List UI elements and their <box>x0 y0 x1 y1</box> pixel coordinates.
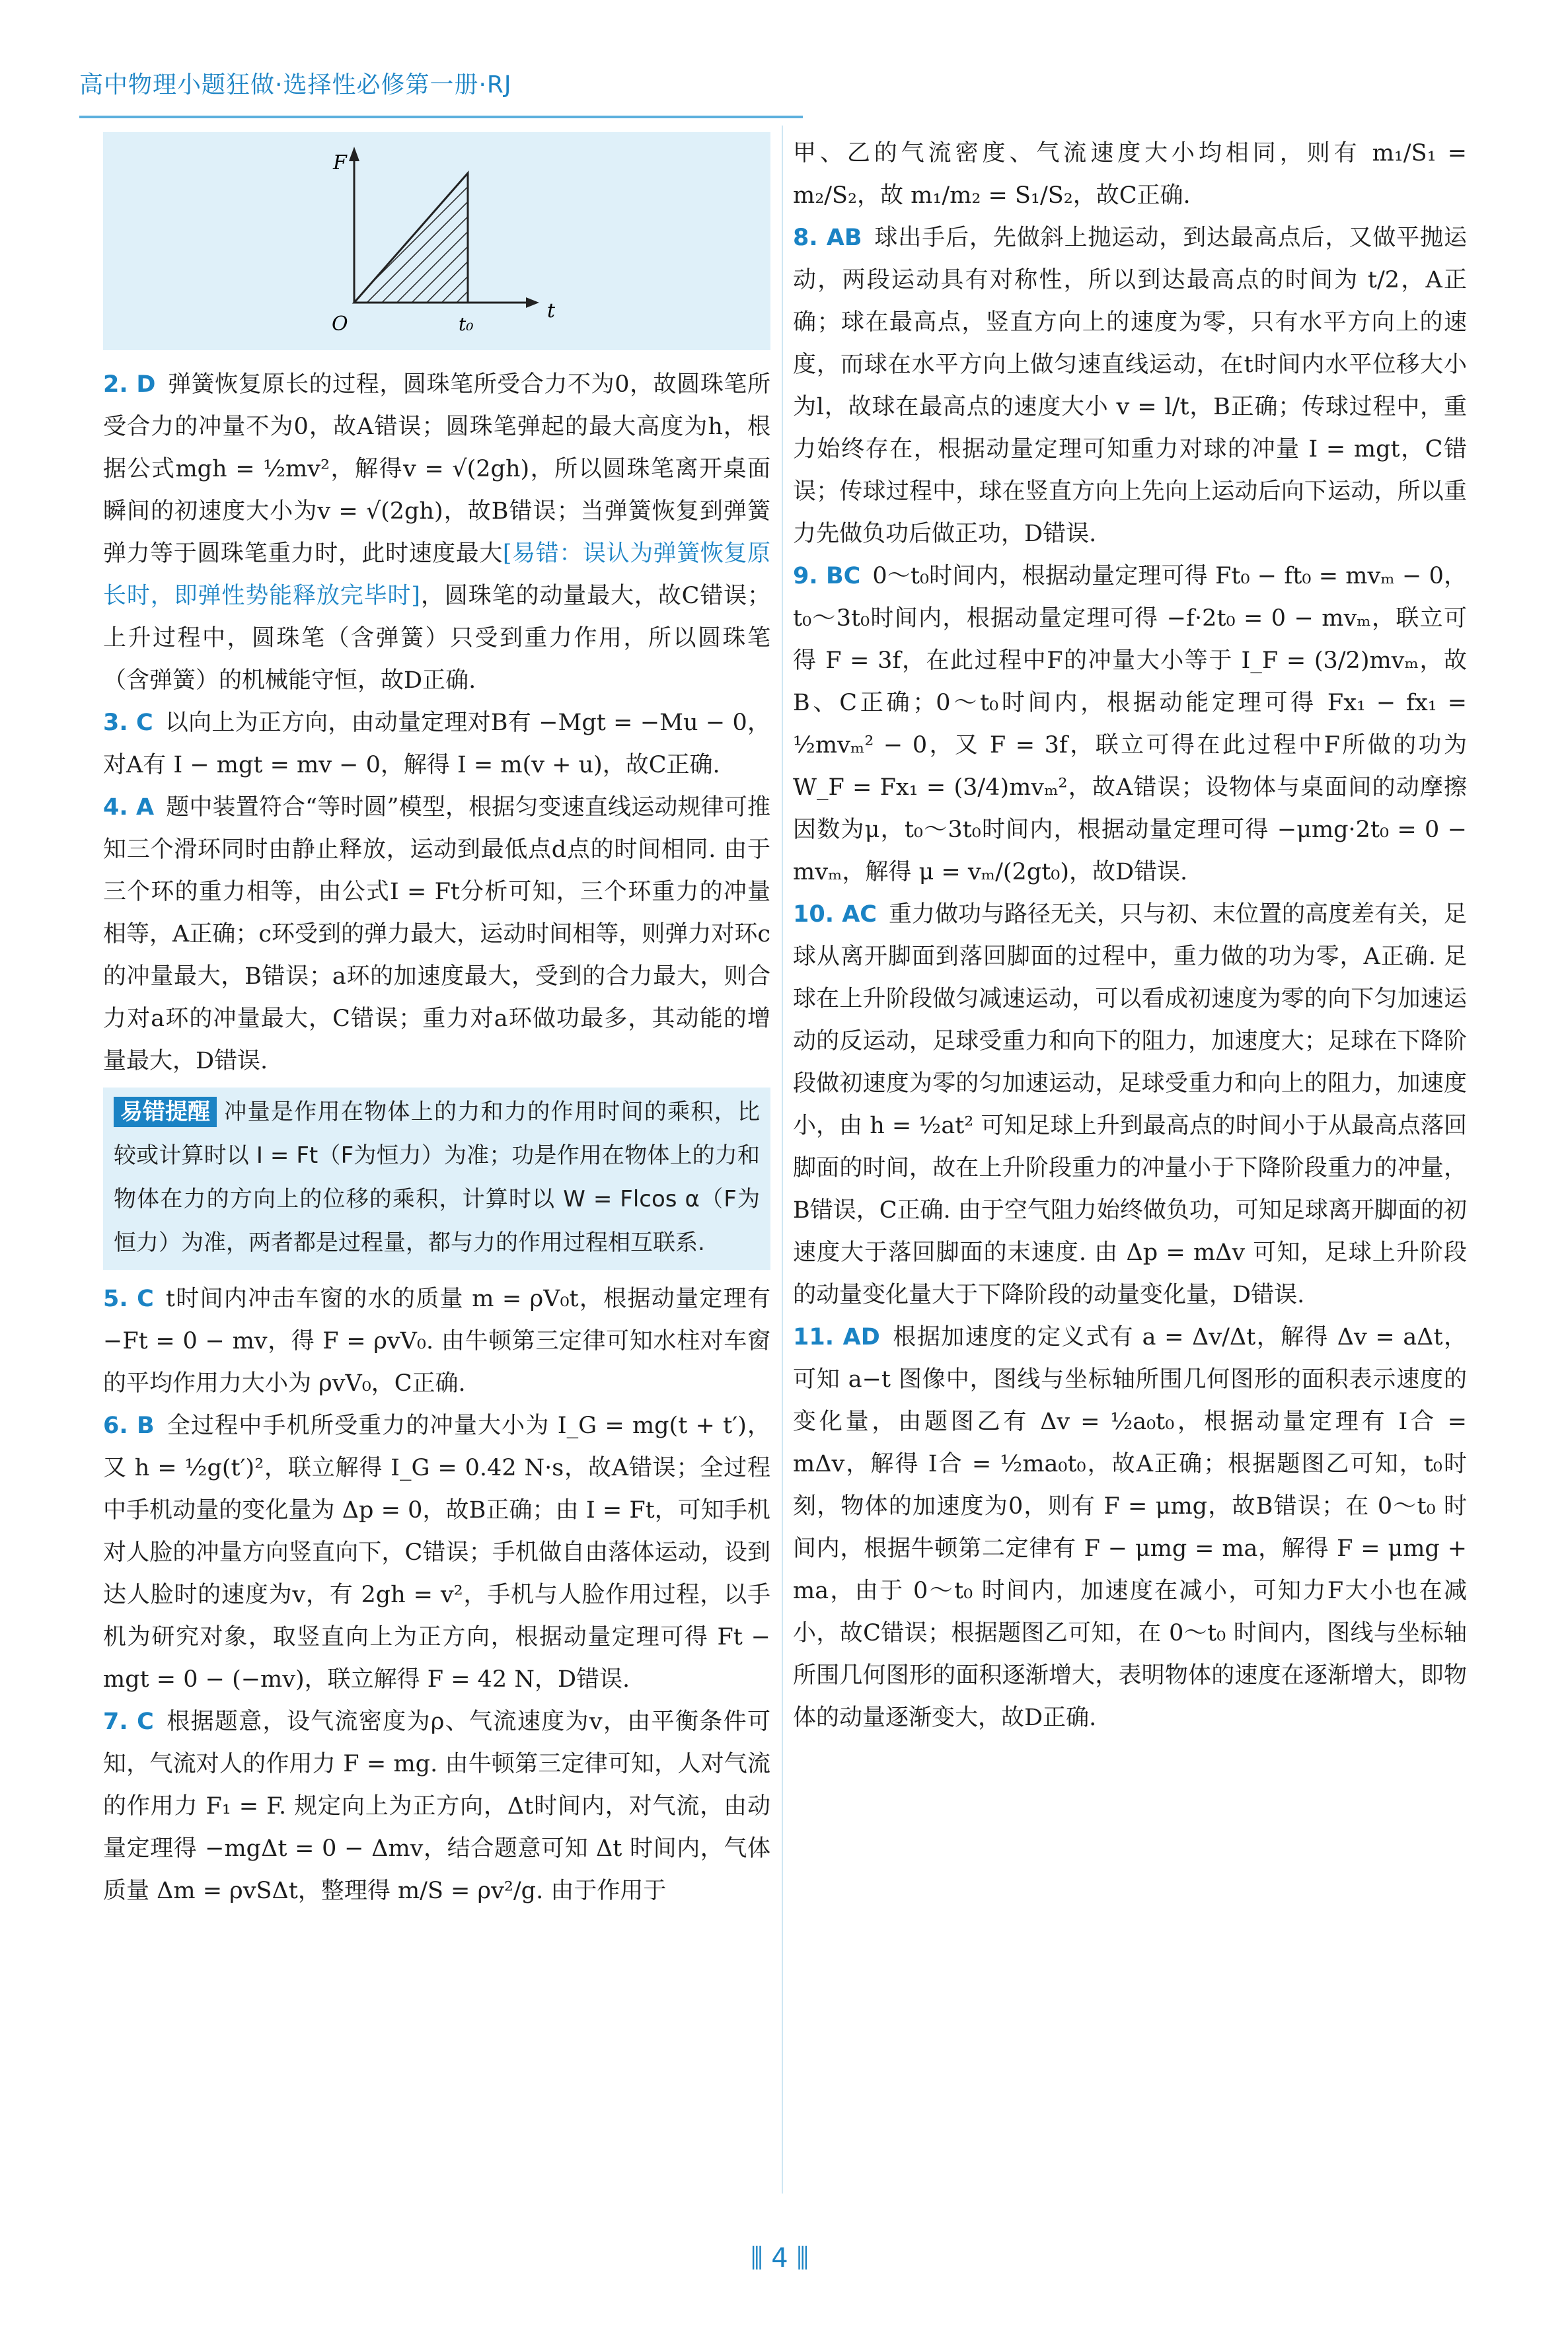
right-column <box>793 132 1467 1739</box>
answer-number: 10. AC <box>793 901 877 928</box>
answer-number: 2. D <box>103 371 156 398</box>
answer-6 <box>103 1405 770 1701</box>
header-underline <box>79 116 803 118</box>
error-tip-label: 易错提醒 <box>114 1097 217 1127</box>
book-header-title: 高中物理小题狂做·选择性必修第一册·RJ <box>79 71 512 98</box>
answer-2 <box>103 363 770 702</box>
answer-7-continued <box>793 132 1467 217</box>
answer-text: 全过程中手机所受重力的冲量大小为 I_G = mg(t + t′)，又 h = ½g(t′)²，联立解得 I_G = 0.42 N·s，故A错误；全过程中手机动量的变化量为 Δp = 0，故B正确；由 I = Ft，可知手机对人脸的冲量方向竖直向下，C错误；手机做自由落体运动，设到达人脸时的速度为v，有 2gh = v²，手机与人脸作用过程，以手机为研究对象，取竖直向上为正方向，根据动量定理可得 Ft − mgt = 0 − (−mv)，联立解得 F = 42 N，D错误. <box>103 1413 771 1693</box>
error-tip-box <box>103 1088 770 1270</box>
page-footer <box>687 2243 872 2273</box>
answer-text: 重力做功与路径无关，只与初、末位置的高度差有关，足球从离开脚面到落回脚面的过程中，重力做的功为零，A正确. 足球在上升阶段做匀减速运动，可以看成初速度为零的向下匀加速运动的反运动，足球受重力和向下的阻力，加速度大；足球在下降阶段做初速度为零的匀加速运动，足球受重力和向上的阻力，加速度小，由 h = ½at² 可知足球上升到最高点的时间小于从最高点落回脚面的时间，故在上升阶段重力的冲量小于下降阶段重力的冲量，B错误，C正确. 由于空气阻力始终做负功，可知足球离开脚面的初速度大于落回脚面的末速度. 由 Δp = mΔv 可知，足球上升阶段的动量变化量大于下降阶段的动量变化量，D错误. <box>793 901 1467 1308</box>
answer-number: 4. A <box>103 794 155 821</box>
force-time-graph <box>103 132 770 350</box>
answer-number: 5. C <box>103 1286 154 1312</box>
answer-text-tail: ，圆珠笔的动量最大，故C错误；上升过程中，圆珠笔（含弹簧）只受到重力作用，所以圆珠笔（含弹簧）的机械能守恒，故D正确. <box>103 583 771 694</box>
footer-ornament-right: ⫼ <box>796 2243 809 2273</box>
page-number: 4 <box>771 2243 788 2273</box>
answer-text: 球出手后，先做斜上抛运动，到达最高点后，又做平抛运动，两段运动具有对称性，所以到达最高点的时间为 t/2，A正确；球在最高点，竖直方向上的速度为零，只有水平方向上的速度，而球在水平方向上做匀速直线运动，在t时间内水平位移大小为l，故球在最高点的速度大小 v = l/t，B正确；传球过程中，重力始终存在，根据动量定理可知重力对球的冲量 I = mgt，C错误；传球过程中，球在竖直方向上先向上运动后向下运动，所以重力先做负功后做正功，D错误. <box>793 225 1467 547</box>
y-axis-arrow <box>349 147 359 161</box>
origin-label: O <box>332 313 348 336</box>
footer-ornament-left: ⫼ <box>751 2243 763 2273</box>
answer-text: 根据加速度的定义式有 a = Δv/Δt，解得 Δv = aΔt，可知 a−t 图像中，图线与坐标轴所围几何图形的面积表示速度的变化量，由题图乙有 Δv = ½a₀t₀，根据动量定理有 I合 = mΔv，解得 I合 = ½ma₀t₀，故A正确；根据题图乙可知，t₀时刻，物体的加速度为0，则有 F = μmg，故B错误；在 0～t₀ 时间内，根据牛顿第二定律有 F − μmg = ma，解得 F = μmg + ma，由于 0～t₀ 时间内，加速度在减小，可知力F大小也在减小，故C错误；根据题图乙可知，在 0～t₀ 时间内，图线与坐标轴所围几何图形的面积逐渐增大，表明物体的速度在逐渐增大，即物体的动量逐渐变大，故D正确. <box>793 1324 1468 1731</box>
error-tip-text: 冲量是作用在物体上的力和力的作用时间的乘积，比较或计算时以 I = Ft（F为恒力）为准；功是作用在物体上的力和物体在力的方向上的位移的乘积，计算时以 W = Flcos α（F为恒力）为准，两者都是过程量，都与力的作用过程相互联系. <box>114 1099 760 1256</box>
answer-number: 6. B <box>103 1413 155 1439</box>
impulse-area <box>354 173 468 303</box>
error-note: [易错：误认为弹簧恢复原长时，即弹性势能释放完毕时] <box>103 540 770 609</box>
x-axis-arrow <box>526 297 539 308</box>
answer-number: 11. AD <box>793 1324 880 1350</box>
answer-number: 3. C <box>103 710 153 736</box>
answer-text: t时间内冲击车窗的水的质量 m = ρV₀t，根据动量定理有 −Ft = 0 − mv，得 F = ρvV₀. 由牛顿第三定律可知水柱对车窗的平均作用力大小为 ρvV₀，C正确. <box>103 1286 770 1397</box>
force-time-figure <box>103 132 770 350</box>
answer-9 <box>793 555 1467 893</box>
answer-3 <box>103 702 770 786</box>
column-divider <box>782 126 783 2194</box>
answer-4 <box>103 786 770 1082</box>
t0-label: t₀ <box>459 313 474 335</box>
answer-text: 根据题意，设气流密度为ρ、气流速度为v，由平衡条件可知，气流对人的作用力 F = mg. 由牛顿第三定律可知，人对气流的作用力 F₁ = F. 规定向上为正方向，Δt时间内，对气流，由动量定理得 −mgΔt = 0 − Δmv，结合题意可知 Δt 时间内，气体质量 Δm = ρvSΔt，整理得 m/S = ρv²/g. 由于作用于 <box>103 1709 770 1904</box>
y-axis-label: F <box>333 151 347 174</box>
answer-text: 以向上为正方向，由动量定理对B有 −Mgt = −Mu − 0，对A有 I − mgt = mv − 0，解得 I = m(v + u)，故C正确. <box>103 710 770 778</box>
answer-number: 9. BC <box>793 563 861 589</box>
answer-text: 弹簧恢复原长的过程，圆珠笔所受合力不为0，故圆珠笔所受合力的冲量不为0，故A错误；圆珠笔弹起的最大高度为h，根据公式mgh = ½mv²，解得v = √(2gh)，所以圆珠笔离开桌面瞬间的初速度大小为v = √(2gh)，故B错误；当弹簧恢复到弹簧弹力等于圆珠笔重力时，此时速度最大 <box>103 371 770 567</box>
answer-number: 7. C <box>103 1709 154 1735</box>
x-axis-label: t <box>547 299 556 322</box>
answer-11 <box>793 1316 1467 1739</box>
answer-text: 0～t₀时间内，根据动量定理可得 Ft₀ − ft₀ = mvₘ − 0，t₀～3t₀时间内，根据动量定理可得 −f·2t₀ = 0 − mvₘ，联立可得 F = 3f，在此过程中F的冲量大小等于 I_F = (3/2)mvₘ，故B、C正确；0～t₀时间内，根据动能定理可得 Fx₁ − fx₁ = ½mvₘ² − 0，又 F = 3f，联立可得在此过程中F所做的功为 W_F = Fx₁ = (3/4)mvₘ²，故A错误；设物体与桌面间的动摩擦因数为μ，t₀～3t₀时间内，根据动量定理可得 −μmg·2t₀ = 0 − mvₘ，解得 μ = vₘ/(2gt₀)，故D错误. <box>793 563 1467 885</box>
answer-8 <box>793 217 1467 555</box>
answer-10 <box>793 893 1467 1316</box>
answer-7 <box>103 1701 770 1912</box>
answer-text: 题中装置符合“等时圆”模型，根据匀变速直线运动规律可推知三个滑环同时由静止释放，运动到最低点d点的时间相同. 由于三个环的重力相等，由公式I = Ft分析可知，三个环重力的冲量相等，A正确；c环受到的弹力最大，运动时间相等，则弹力对环c的冲量最大，B错误；a环的加速度最大，受到的合力最大，则合力对a环的冲量最大，C错误；重力对a环做功最多，其动能的增量最大，D错误. <box>103 794 770 1074</box>
answer-5 <box>103 1278 770 1405</box>
left-column <box>103 363 770 1912</box>
answer-text: 甲、乙的气流密度、气流速度大小均相同，则有 m₁/S₁ = m₂/S₂，故 m₁/m₂ = S₁/S₂，故C正确. <box>793 140 1467 209</box>
answer-number: 8. AB <box>793 225 862 251</box>
